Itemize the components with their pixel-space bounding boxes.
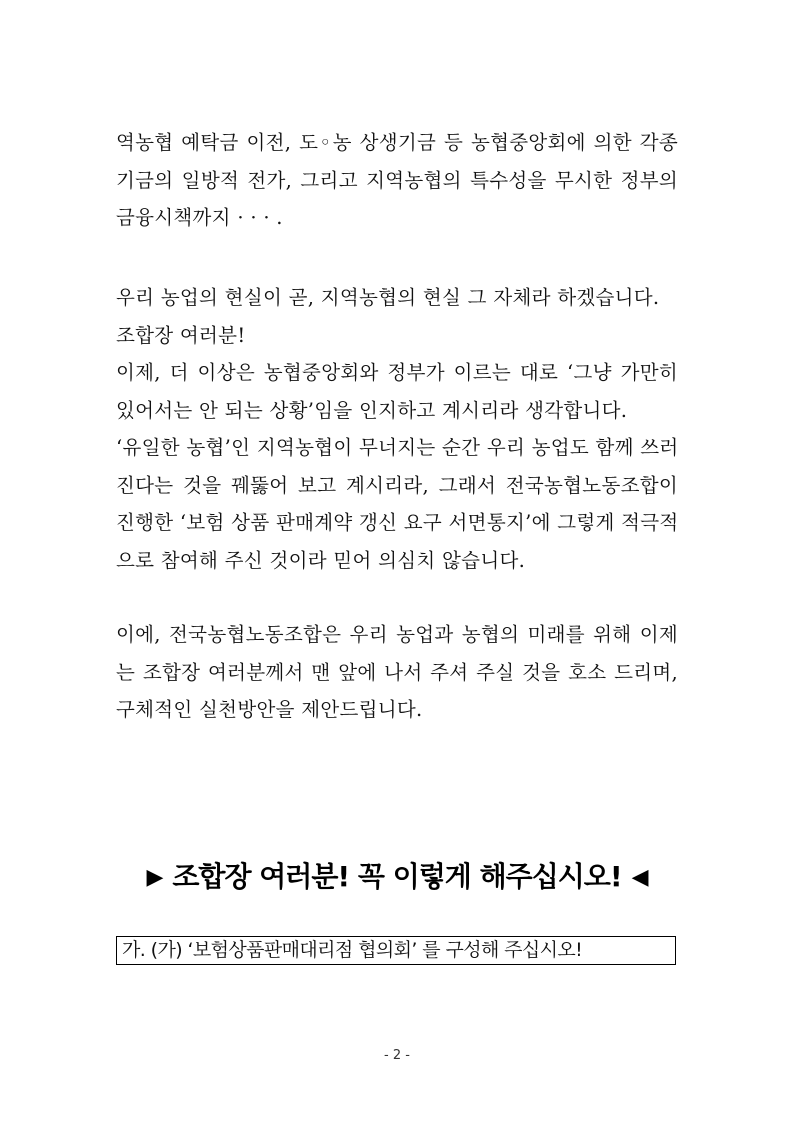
paragraph-1 xyxy=(116,124,678,237)
text-line: 이제, 더 이상은 농협중앙회와 정부가 이르는 대로 ‘그냥 가만히 xyxy=(116,361,678,384)
text-line: 진행한 ‘보험 상품 판매계약 갱신 요구 서면통지’에 그렇게 적극적 xyxy=(116,511,679,534)
text-line: 구체적인 실천방안을 제안드립니다. xyxy=(116,698,423,721)
text-line: 우리 농업의 현실이 곧, 지역농협의 현실 그 자체라 하겠습니다. xyxy=(116,286,660,309)
text-line: 조합장 여러분! xyxy=(116,323,246,347)
callout-heading xyxy=(0,855,794,895)
text-line: 역농협 예탁금 이전, 도◦농 상생기금 등 농협중앙회에 의한 각종 xyxy=(116,131,678,154)
callout-text: 조합장 여러분! 꼭 이렇게 해주십시오! xyxy=(172,860,622,893)
text-line: 는 조합장 여러분께서 맨 앞에 나서 주셔 주실 것을 호소 드리며, xyxy=(116,660,678,684)
triangle-right-icon: ▶ xyxy=(146,865,163,890)
paragraph-3 xyxy=(116,616,678,729)
text-line: 있어서는 안 되는 상황’임을 인지하고 계시리라 생각합니다. xyxy=(116,398,628,422)
text-line: ‘유일한 농협’인 지역농협이 무너지는 순간 우리 농업도 함께 쓰러 xyxy=(116,436,679,459)
text-line: 진다는 것을 꿰뚫어 보고 계시리라, 그래서 전국농협노동조합이 xyxy=(116,473,678,497)
triangle-left-icon: ◀ xyxy=(631,865,648,890)
text-line: 금융시책까지 · · · . xyxy=(116,206,283,229)
text-line: 이에, 전국농협노동조합은 우리 농업과 농협의 미래를 위해 이제 xyxy=(116,623,678,646)
boxed-section-heading: 가. (가) ‘보험상품판매대리점 협의회’ 를 구성해 주십시오! xyxy=(116,936,676,965)
paragraph-2 xyxy=(116,279,678,579)
page-number: - 2 - xyxy=(384,1048,410,1063)
text-line: 기금의 일방적 전가, 그리고 지역농협의 특수성을 무시한 정부의 xyxy=(116,168,678,192)
text-line: 으로 참여해 주신 것이라 믿어 의심치 않습니다. xyxy=(116,548,526,572)
